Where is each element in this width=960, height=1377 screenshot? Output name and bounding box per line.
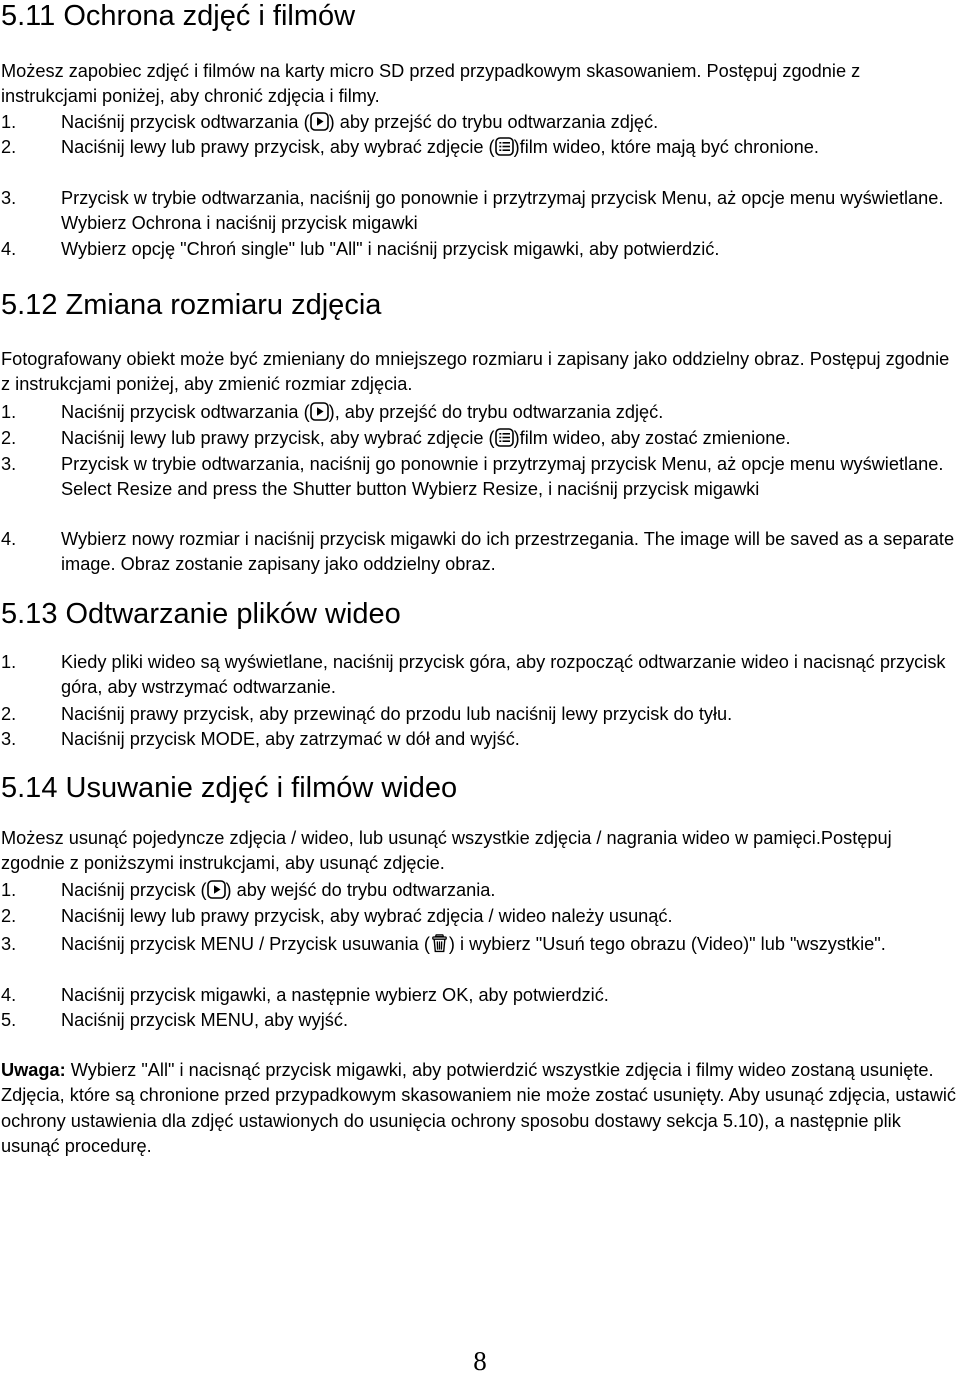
play-button-icon	[207, 880, 226, 899]
step-number: 1.	[1, 880, 17, 900]
step-text: ) aby przejść do trybu odtwarzania zdjęć.	[328, 112, 659, 132]
step-number: 4.	[1, 985, 17, 1005]
step-text: )film wideo, aby zostać zmienione.	[513, 428, 791, 448]
step-5-12-1	[1, 400, 959, 425]
step-text: Kiedy pliki wideo są wyświetlane, naciśnij przycisk góra, aby rozpocząć odtwarzanie wideo i nacisnąć przycisk góra, aby wstrzymać odtwarzanie.	[61, 652, 946, 698]
step-number: 3.	[1, 188, 17, 208]
step-5-13-1	[1, 650, 959, 701]
step-text: Przycisk w trybie odtwarzania, naciśnij go ponownie i przytrzymaj przycisk Menu, aż opcje menu wyświetlane. Select Resize and press the Shutter button Wybierz Resize, i naciśnij przycisk migawki	[61, 454, 944, 500]
section-title-5-14: 5.14 Usuwanie zdjęć i filmów wideo	[1, 772, 458, 804]
step-text: Przycisk w trybie odtwarzania, naciśnij go ponownie i przytrzymaj przycisk Menu, aż opcje menu wyświetlane. Wybierz Ochrona i naciśnij przycisk migawki	[61, 188, 944, 234]
trash-icon	[430, 934, 449, 953]
step-number: 2.	[1, 704, 17, 724]
step-text: Naciśnij przycisk MENU, aby wyjść.	[61, 1010, 349, 1030]
step-text: Naciśnij przycisk migawki, a następnie wybierz OK, aby potwierdzić.	[61, 985, 609, 1005]
step-5-13-2	[1, 702, 959, 727]
step-text: Naciśnij przycisk odtwarzania (	[61, 112, 310, 132]
step-5-14-1	[1, 878, 959, 903]
step-text: Naciśnij przycisk MENU / Przycisk usuwania (	[61, 934, 430, 954]
step-number: 5.	[1, 1010, 17, 1030]
section-title-5-11: 5.11 Ochrona zdjęć i filmów	[1, 0, 356, 32]
section-intro-5-11: Możesz zapobiec zdjęć i filmów na karty micro SD przed przypadkowym skasowaniem. Postępuj zgodnie z instrukcjami poniżej, aby chronić zdjęcia i filmy.	[1, 61, 861, 107]
step-text: ) i wybierz "Usuń tego obrazu (Video)" lub "wszystkie".	[448, 934, 886, 954]
note-text: Wybierz "All" i nacisnąć przycisk migawki, aby potwierdzić wszystkie zdjęcia i filmy wideo zostaną usunięte. Zdjęcia, które są chronione przed przypadkowym skasowaniem nie może zostać usunięty. Aby usunąć zdjęcia, ustawić ochrony ustawienia dla zdjęć ustawionych do usunięcia ochrony sposobu dostawy sekcja 5.10), a następnie plik usunąć procedurę.	[1, 1060, 956, 1157]
step-text: Naciśnij lewy lub prawy przycisk, aby wybrać zdjęcie (	[61, 137, 495, 157]
menu-list-icon	[495, 428, 514, 447]
play-button-icon	[310, 112, 329, 131]
step-5-11-1	[1, 110, 959, 135]
menu-list-icon	[495, 137, 514, 156]
play-button-icon	[310, 402, 329, 421]
step-text: Wybierz nowy rozmiar i naciśnij przycisk migawki do ich przestrzegania. The image will be saved as a separate image. Obraz zostanie zapisany jako oddzielny obraz.	[61, 529, 955, 575]
step-5-14-2	[1, 904, 959, 929]
note-paragraph	[1, 1058, 959, 1160]
step-number: 4.	[1, 239, 17, 259]
page-number: 8	[473, 1346, 487, 1376]
step-5-13-3	[1, 727, 959, 752]
step-5-14-5	[1, 1008, 959, 1033]
step-text: Naciśnij przycisk odtwarzania (	[61, 402, 310, 422]
step-number: 2.	[1, 906, 17, 926]
step-number: 1.	[1, 652, 17, 672]
step-5-14-3	[1, 932, 959, 957]
step-5-11-3	[1, 186, 959, 237]
section-title-5-12: 5.12 Zmiana rozmiaru zdjęcia	[1, 289, 382, 321]
step-number: 3.	[1, 729, 17, 749]
step-5-11-4	[1, 237, 959, 262]
step-text: Wybierz opcję "Chroń single" lub "All" i naciśnij przycisk migawki, aby potwierdzić.	[61, 239, 720, 259]
step-number: 3.	[1, 454, 17, 474]
step-5-12-4	[1, 527, 959, 578]
step-number: 3.	[1, 934, 17, 954]
note-label: Uwaga:	[1, 1060, 66, 1080]
step-number: 1.	[1, 112, 17, 132]
step-text: Naciśnij przycisk (	[61, 880, 207, 900]
step-number: 2.	[1, 137, 17, 157]
section-intro-5-14: Możesz usunąć pojedyncze zdjęcia / wideo, lub usunąć wszystkie zdjęcia / nagrania wideo w pamięci.Postępuj zgodnie z poniższymi instrukcjami, aby usunąć zdjęcie.	[1, 828, 892, 874]
step-5-14-4	[1, 983, 959, 1008]
step-text: Naciśnij lewy lub prawy przycisk, aby wybrać zdjęcie (	[61, 428, 495, 448]
step-text: Naciśnij przycisk MODE, aby zatrzymać w dół and wyjść.	[61, 729, 520, 749]
step-number: 1.	[1, 402, 17, 422]
section-intro-5-12: Fotografowany obiekt może być zmieniany do mniejszego rozmiaru i zapisany jako oddzielny obraz. Postępuj zgodnie z instrukcjami poniżej, aby zmienić rozmiar zdjęcia.	[1, 349, 950, 395]
step-number: 4.	[1, 529, 17, 549]
step-5-11-2	[1, 135, 959, 160]
step-number: 2.	[1, 428, 17, 448]
section-title-5-13: 5.13 Odtwarzanie plików wideo	[1, 598, 401, 630]
step-text: Naciśnij prawy przycisk, aby przewinąć do przodu lub naciśnij lewy przycisk do tyłu.	[61, 704, 733, 724]
step-text: Naciśnij lewy lub prawy przycisk, aby wybrać zdjęcia / wideo należy usunąć.	[61, 906, 673, 926]
step-5-12-2	[1, 426, 959, 451]
step-text: ) aby wejść do trybu odtwarzania.	[225, 880, 496, 900]
step-text: )film wideo, które mają być chronione.	[513, 137, 819, 157]
step-text: ), aby przejść do trybu odtwarzania zdjęć.	[328, 402, 664, 422]
step-5-12-3	[1, 452, 959, 503]
